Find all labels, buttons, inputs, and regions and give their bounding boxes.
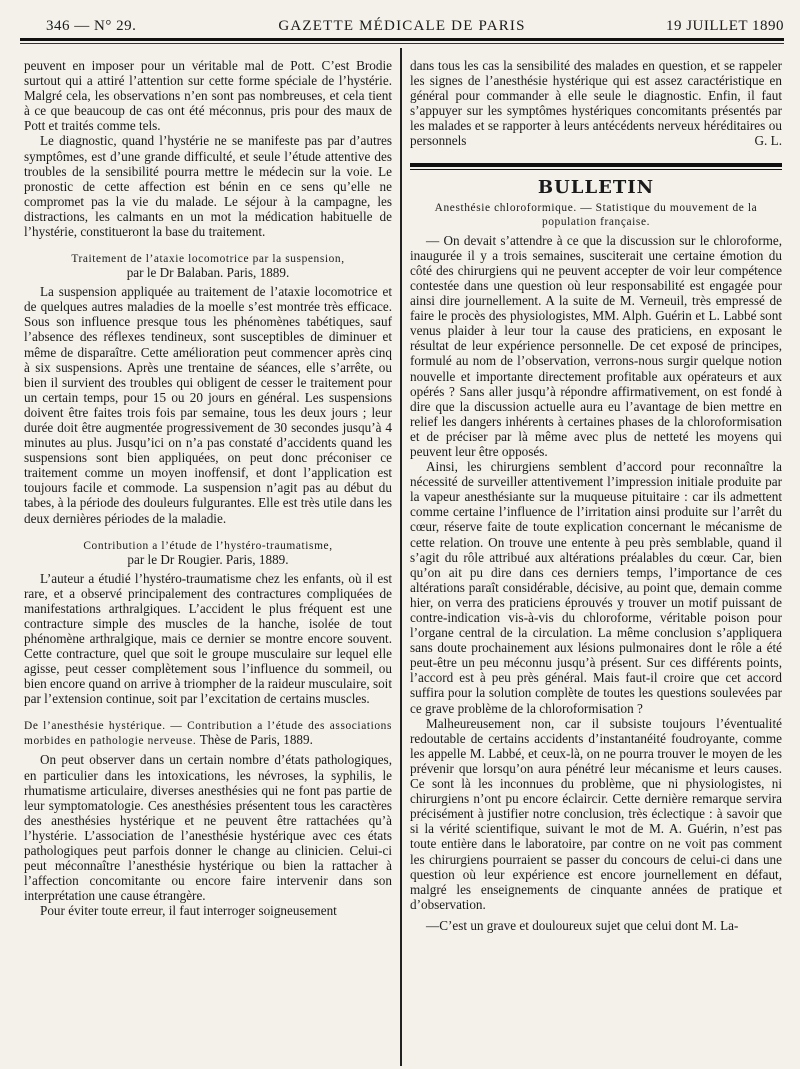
- section-heading: [24, 252, 392, 280]
- right-column: [410, 58, 782, 933]
- paragraph: —C’est un grave et douloureux sujet que celui dont M. La-: [426, 917, 739, 933]
- journal-title: GAZETTE MÉDICALE DE PARIS: [278, 18, 526, 34]
- section-heading-source: Thèse de Paris, 1889.: [199, 732, 313, 748]
- paragraph-text: dans tous les cas la sensibilité des malades en question, et se rappeler les signes de l’anesthésie hystérique qui est assez caractéristique en général pour commander à elle seule le diagnostic. Enfin, il faut s’appuyer sur les symptômes hystériques concomitants présentés par les malades et se rapporter à leurs antécédents nerveux héréditaires ou personnels: [410, 58, 782, 149]
- header-rule: [20, 38, 784, 41]
- paragraph: Malheureusement non, car il subsiste toujours l’éventualité redoutable de certains accidents d’instantanéité foudroyante, comme les appelle M. Labbé, et ceux-là, on ne pourra trouver le moyen de les prévenir que lorsqu’on aura pénétré leur mécanisme et leurs causes. Ce sont là les inconnues du problème, que ni physiologistes, ni chirurgiens n’ont pu encore éclaircir. Cette dernière remarque servira précisément à justifier notre conclusion, très éclectique : à savoir que si la vérité scientifique, suivant le mot de M. A. Guérin, n’est pas toute entière dans le laboratoire, par contre on ne voit pas comment les chirurgiens pourraient se passer du concours de celui-ci dans une question où leur expérience est encore journellement en défaut, malgré les enseignements de cinquante années de pratique et d’observation.: [410, 715, 782, 912]
- header-rule-thin: [20, 43, 784, 44]
- section-heading-title: De l’anesthésie hystérique. — Contribution a l’étude des associations morbides en pathologie nerveuse.: [24, 720, 392, 748]
- section-heading-author: par le Dr Rougier. Paris, 1889.: [127, 551, 289, 567]
- section-heading-author: par le Dr Balaban. Paris, 1889.: [126, 265, 290, 281]
- section-heading-title: Traitement de l’ataxie locomotrice par la suspension,: [71, 253, 345, 266]
- bulletin-rule: [410, 163, 782, 167]
- paragraph: On peut observer dans un certain nombre d’états pathologiques, en particulier dans les intoxications, les névroses, la syphilis, le rhumatisme articulaire, diverses anesthésies qui ne font pas partie de leur symptomatologie. Ces anesthésies présentent tous les caractères des anesthésies hystérique et ne peuvent être rattachées qu’à l’hystérie. L’association de l’anesthésie hystérique avec ces états pathologiques peut parfois donner le change au clinicien. Celui-ci peut méconnaître l’anesthésie hystérique ou bien la rattacher à l’affection concomitante ou encore faire intervenir dans son interprétation une cause étrangère.: [24, 752, 392, 904]
- paragraph: Le diagnostic, quand l’hystérie ne se manifeste pas par d’autres symptômes, est d’une grande difficulté, et seule l’étude attentive des troubles de la sensibilité pourra mettre le médecin sur la voie. Le pronostic de cette affection est bénin en ce sens qu’elle ne compromet pas la vie du malade. Le séjour à la campagne, les distractions, les calmants en un mot la médication habituelle de l’hystérie, constitueront la base du traitement.: [24, 133, 392, 240]
- section-heading: [24, 539, 392, 567]
- masthead: [20, 14, 784, 40]
- paragraph: — On devait s’attendre à ce que la discussion sur le chloroforme, inaugurée il y a trois semaines, susciterait une certaine émotion du côté des chirurgiens qui ne peuvent accepter de voir leur compétence contestée dans une question où leur responsabilité est engagée pour ainsi dire journellement. A la suite de M. Verneuil, très empressé de faire le procès des physiologistes, MM. Alph. Guérin et L. Labbé sont venus plaider à leur tour la cause des praticiens, en exposant le résultat de leur expérience personnelle. De cet exposé de principes, formulé au nom de l’observation, verrons-nous surgir quelque notion nouvelle et importante directement profitable aux opérateurs et aux opérés ? Sans aller jusqu’à répondre affirmativement, on est fondé à dire que la discussion actuelle aura eu l’avantage de bien mettre en relief les dangers inhérents à certaines phases de la chloroformisation et de préciser par là même avec plus de netteté les moyens qui peuvent leur être opposés.: [410, 232, 782, 459]
- paragraph: Ainsi, les chirurgiens semblent d’accord pour reconnaître la nécessité de surveiller attentivement l’impression initiale produite par la vapeur anesthésiante sur la muqueuse pituitaire : car ils admettent comme certaine l’influence de l’irritation ainsi produite sur l’arrêt du cœur, réserve faite de toute explication concernant le mécanisme de cette relation. On trouve une entente à peu près semblable, quand il s’agit du rôle attribué aux altérations préalables du cœur. Car, bien qu’on ait pu dire dans ces derniers temps, l’importance de ces altérations paraît considérable, décisive, au point que, demain comme hier, on verra des praticiens éprouvés y trouver un motif puissant de contre-indication vis-à-vis du chloroforme, véritable poison pour l’organe central de la circulation. La même conclusion s’appliquera sans doute prochainement aux lésions pulmonaires dont le rôle a été peut-être un peu méconnu jusqu’à présent. Sur ces différents points, l’accord est à peu près général. Mais faut-il croire que cet accord suffira pour la solution complète de toutes les questions soulevées par ce grave problème de la chloroformisation ?: [410, 459, 782, 716]
- left-column: [24, 58, 392, 919]
- bulletin-rule-thin: [410, 169, 782, 170]
- issue-date: 19 JUILLET 1890: [665, 18, 784, 34]
- author-signature: G. L.: [754, 133, 782, 149]
- paragraph: L’auteur a étudié l’hystéro-traumatisme chez les enfants, où il est rare, et a observé principalement des contractures compliquées de manifestations arthralgiques. L’accident le plus fréquent est une contracture simple des muscles de la hanche, isolée de tout phénomène arthralgique, mais ce dernier se montre encore souvent. Cette contracture, quel que soit le groupe musculaire sur lequel elle agisse, peut cesser complètement sous l’influence du sommeil, ou bien encore quand on arrive à triompher de la raideur musculaire, soit par l’extension continue, soit par l’excitation de certains muscles.: [24, 570, 392, 707]
- paragraph: peuvent en imposer pour un véritable mal de Pott. C’est Brodie surtout qui a attiré l’attention sur cette forme spéciale de l’hystérie. Malgré cela, les observations n’en sont pas nombreuses, et cela tient à ce que beaucoup de cas ont été méconnus, pris pour des maux de Pott et traités comme tels.: [24, 58, 392, 134]
- paragraph: La suspension appliquée au traitement de l’ataxie locomotrice et de quelques autres maladies de la moelle s’est montrée très efficace. Sous son influence presque tous les phénomènes tabétiques, sauf l’absence des réflexes tendineux, sont susceptibles de diminuer et même de disparaître. Cette amélioration peut commencer après cinq à six suspensions. Après une trentaine de séances, elle s’arrête, ou bien il survient des troubles qui obligent de cesser le traitement pour un certain temps, pour 15 ou 20 jours en général. Les suspensions doivent être faites trois fois par semaine, tous les deux jours ; leur durée doit être augmentée progressivement de 30 secondes jusqu’à 4 minutes au plus. Jusqu’ici on n’a pas constaté d’accidents quand les suspensions sont bien appliquées, on peut donc préconiser ce traitement comme un moyen inoffensif, et dont l’application est toujours facile et commode. La suspension n’agit pas au début du tabes, à la période des douleurs fulgurantes. Elle est très utile dans les deux dernières périodes de la maladie.: [24, 284, 392, 526]
- section-heading-title: Contribution a l’étude de l’hystéro-traumatisme,: [83, 539, 333, 552]
- paragraph: [410, 58, 782, 149]
- paragraph: Pour éviter toute erreur, il faut interroger soigneusement: [40, 903, 337, 919]
- bulletin-title: BULLETIN: [537, 176, 655, 198]
- bulletin-subheading: Anesthésie chloroformique. — Statistique du mouvement de la population française.: [434, 201, 758, 228]
- section-heading: [24, 719, 392, 748]
- page-number: 346 — N° 29.: [46, 18, 137, 34]
- column-divider: [400, 48, 402, 1066]
